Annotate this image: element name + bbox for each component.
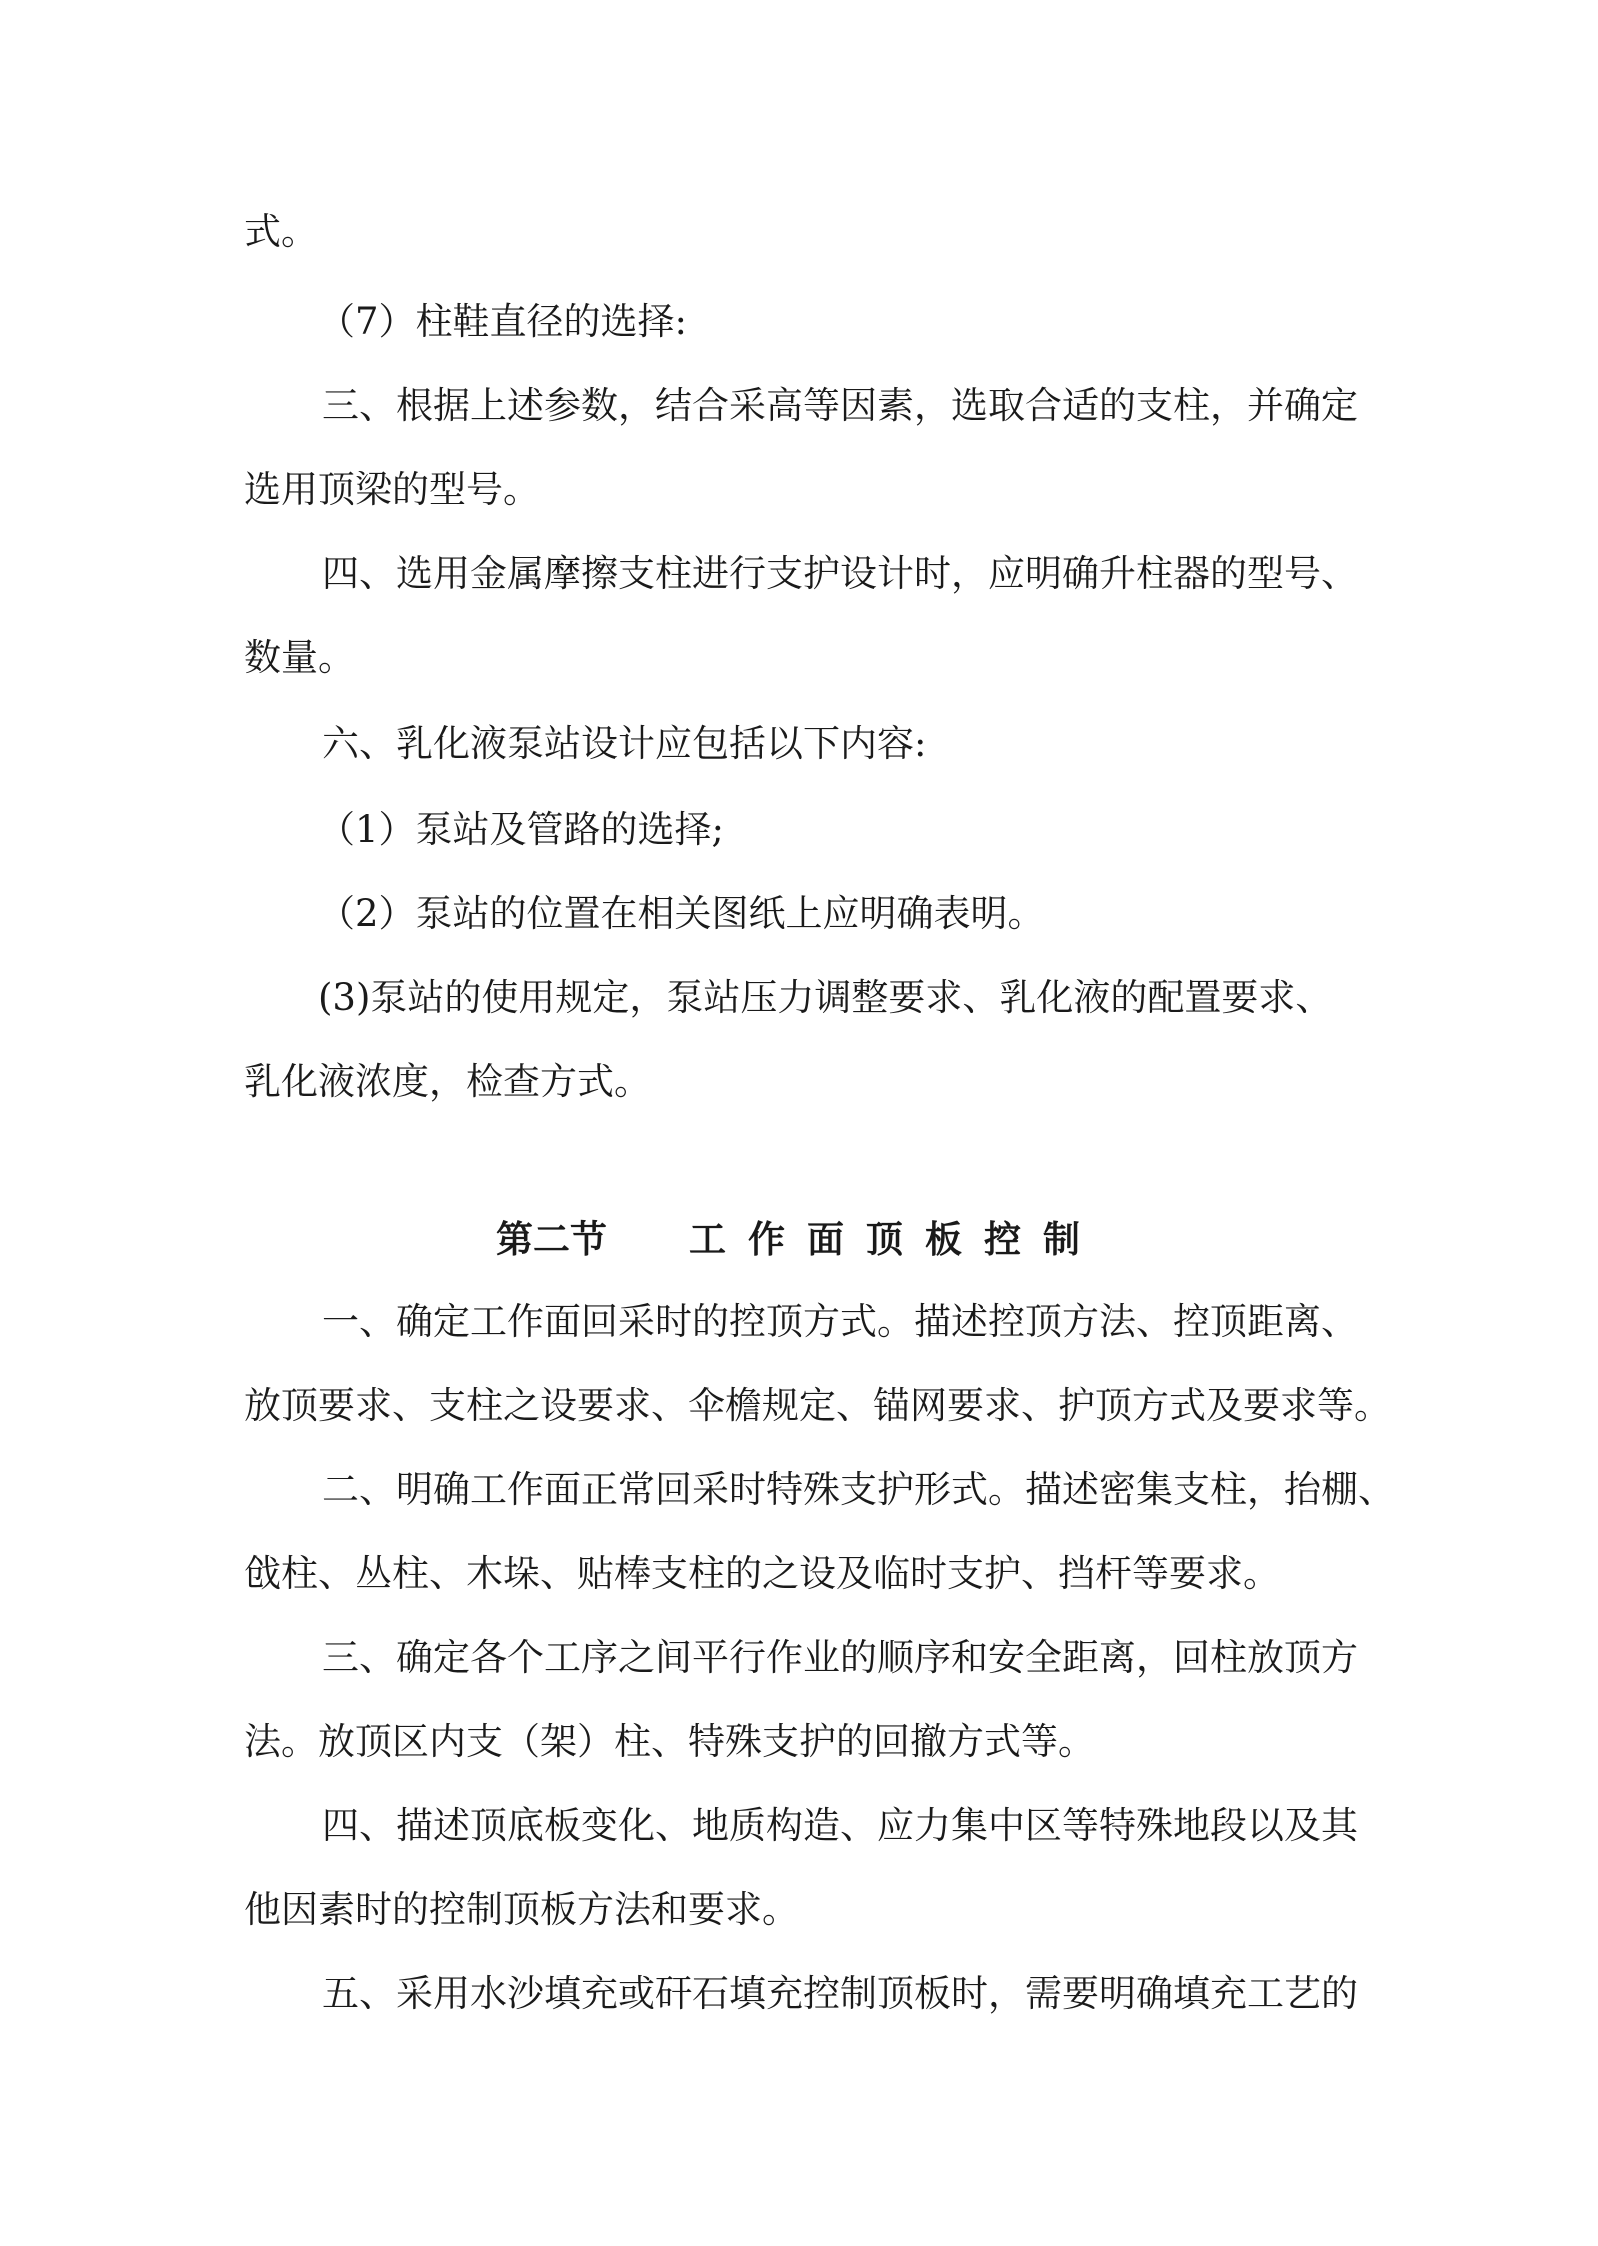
- list-item: （2）泵站的位置在相关图纸上应明确表明。: [318, 892, 1045, 935]
- section-title: 工作面顶板控制: [689, 1218, 1102, 1261]
- list-item: （7）柱鞋直径的选择:: [318, 300, 688, 343]
- text-line: 他因素时的控制顶板方法和要求。: [244, 1888, 799, 1931]
- list-item: (3)泵站的使用规定，泵站压力调整要求、乳化液的配置要求、: [318, 976, 1333, 1019]
- text-line: 五、采用水沙填充或矸石填充控制顶板时，需要明确填充工艺的: [322, 1972, 1358, 2015]
- section-number: 第二节: [496, 1218, 607, 1261]
- section-heading: [0, 1216, 1598, 1264]
- text-line: 一、确定工作面回采时的控顶方式。描述控顶方法、控顶距离、: [322, 1300, 1358, 1343]
- text-line: 三、根据上述参数，结合采高等因素，选取合适的支柱，并确定: [322, 384, 1358, 427]
- text-line: 选用顶梁的型号。: [244, 468, 540, 511]
- list-item: （1）泵站及管路的选择;: [318, 808, 725, 851]
- text-line: 式。: [244, 210, 318, 253]
- text-line: 乳化液浓度，检查方式。: [244, 1060, 651, 1103]
- text-line: 二、明确工作面正常回采时特殊支护形式。描述密集支柱，抬棚、: [322, 1468, 1395, 1511]
- text-line: 六、乳化液泵站设计应包括以下内容:: [322, 722, 927, 765]
- text-line: 四、描述顶底板变化、地质构造、应力集中区等特殊地段以及其: [322, 1804, 1358, 1847]
- text-line: 放顶要求、支柱之设要求、伞檐规定、锚网要求、护顶方式及要求等。: [244, 1384, 1391, 1427]
- text-line: 戗柱、丛柱、木垛、贴棒支柱的之设及临时支护、挡杆等要求。: [244, 1552, 1280, 1595]
- text-line: 四、选用金属摩擦支柱进行支护设计时，应明确升柱器的型号、: [322, 552, 1358, 595]
- text-line: 三、确定各个工序之间平行作业的顺序和安全距离，回柱放顶方: [322, 1636, 1358, 1679]
- text-line: 法。放顶区内支（架）柱、特殊支护的回撤方式等。: [244, 1720, 1095, 1763]
- text-line: 数量。: [244, 636, 355, 679]
